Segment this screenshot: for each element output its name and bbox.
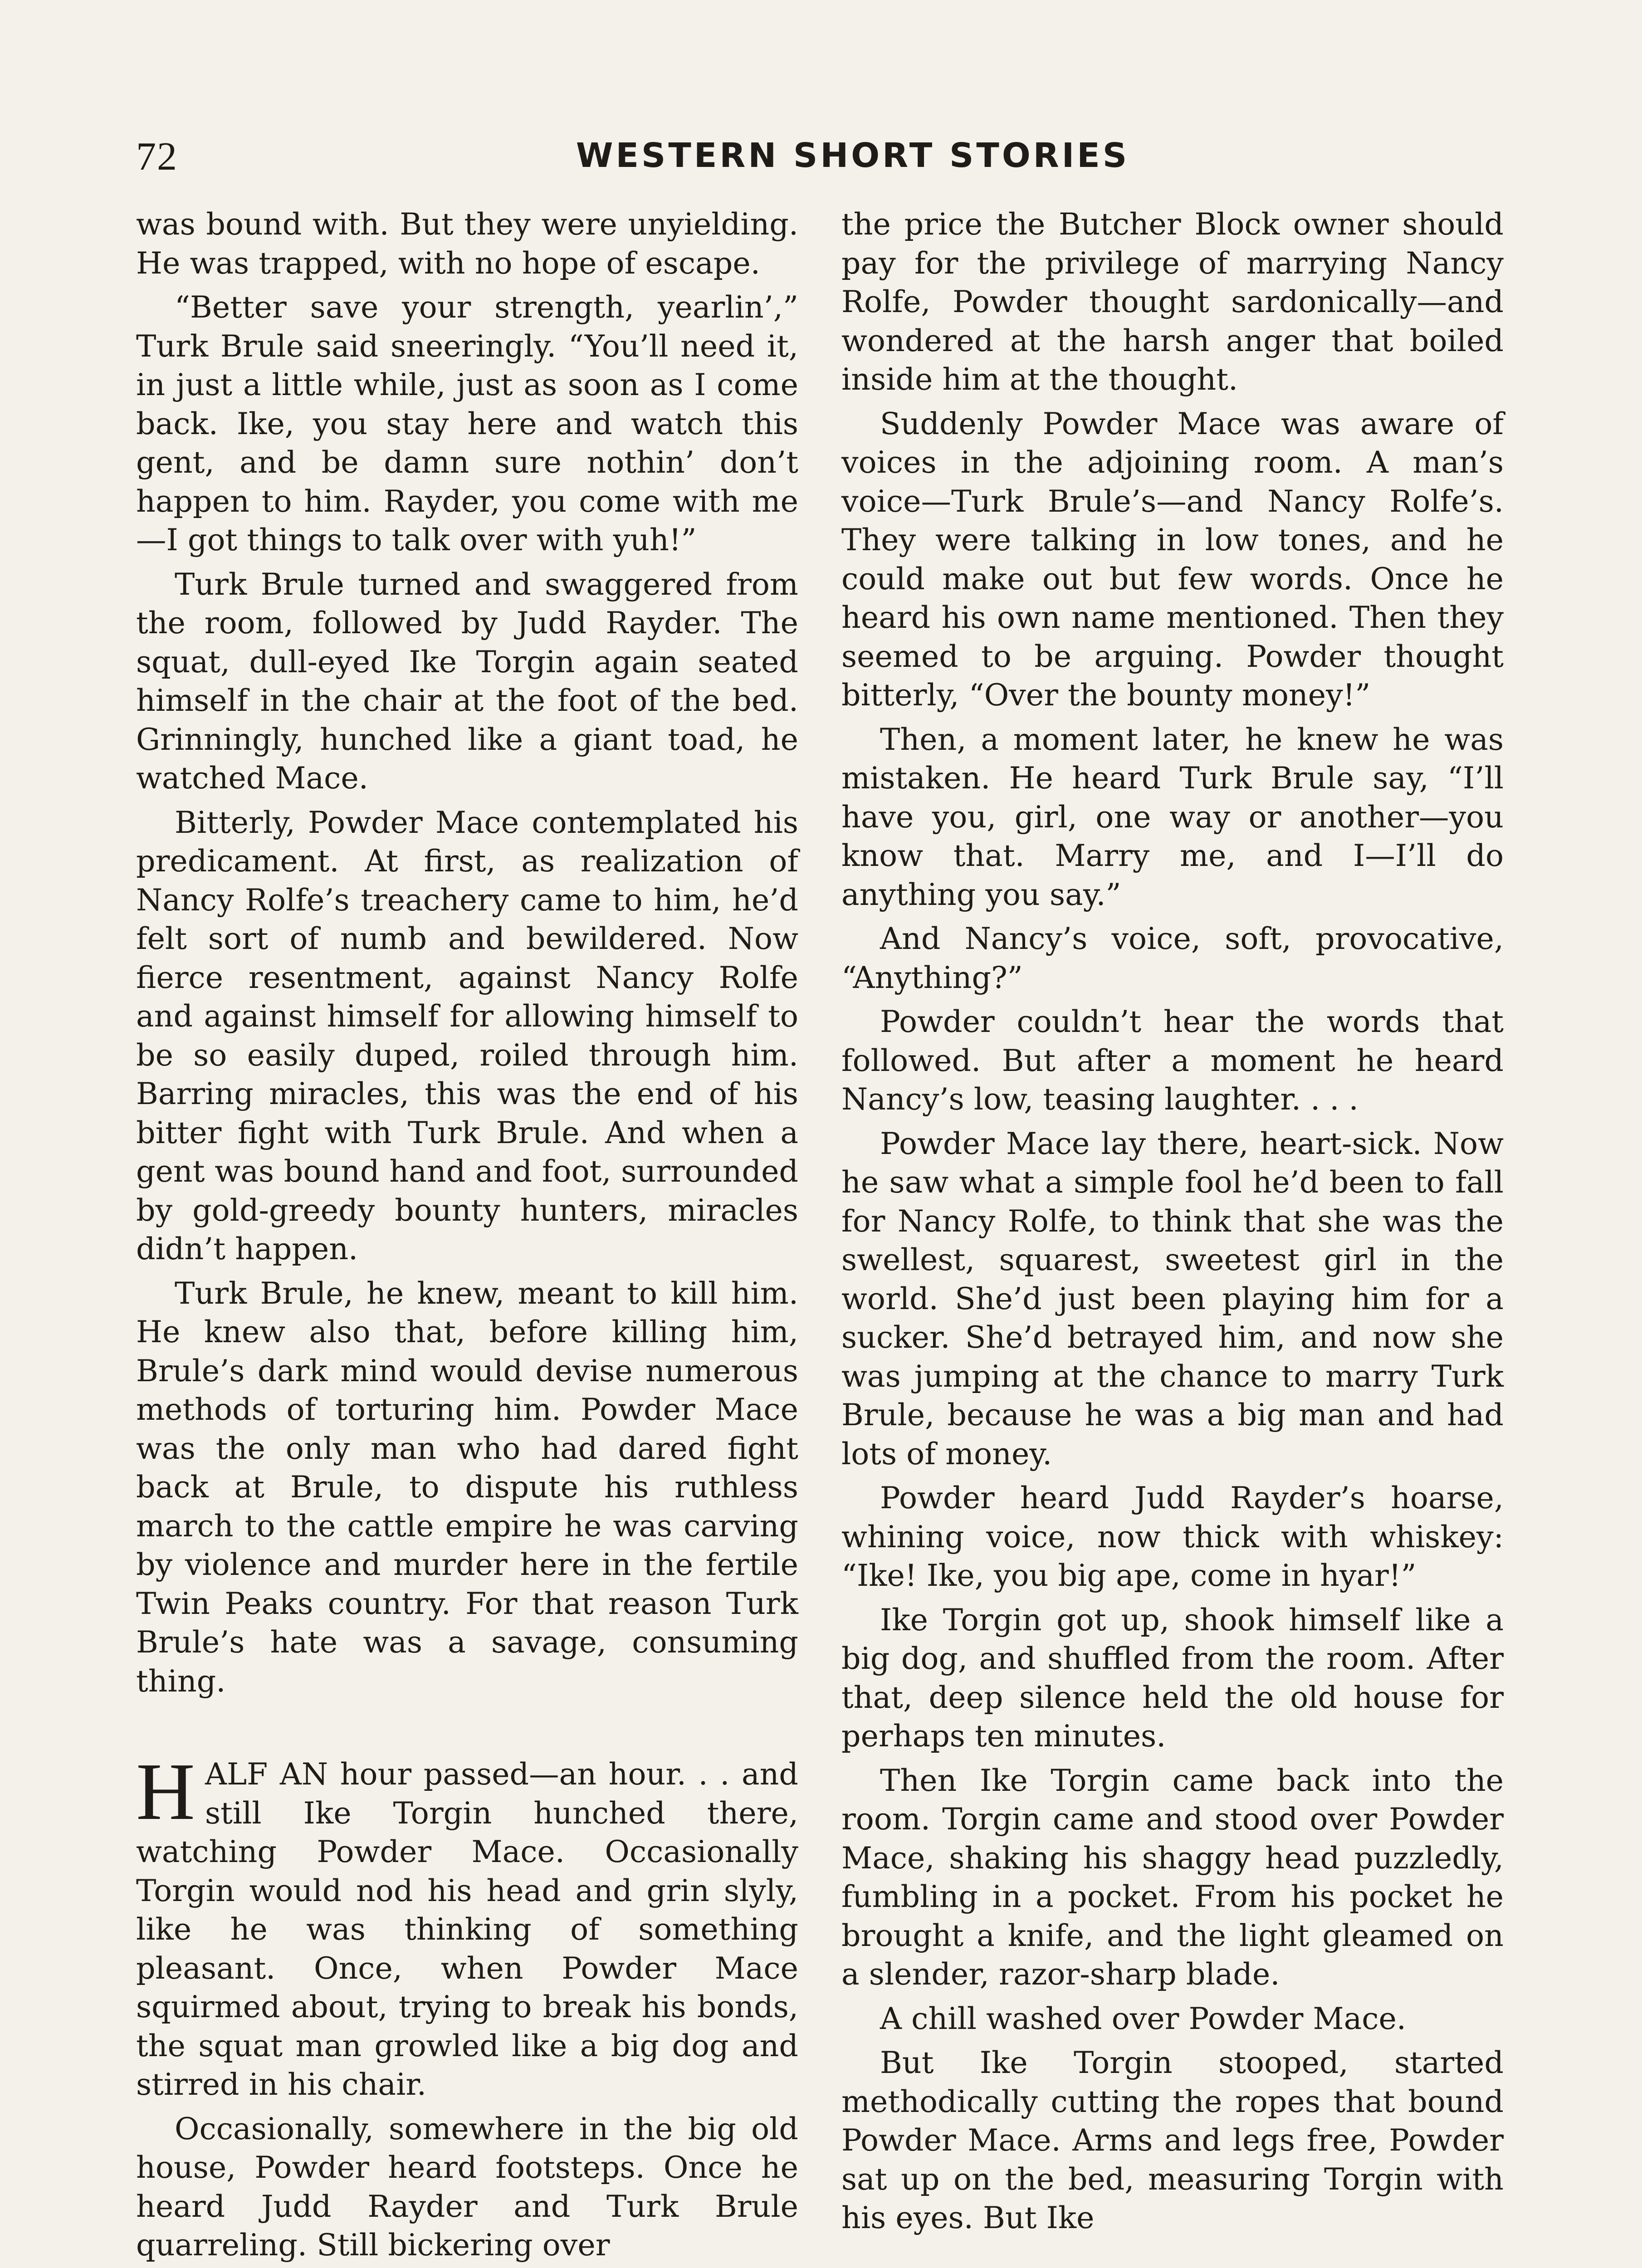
right-column xyxy=(841,205,1504,2243)
paragraph: Turk Brule, he knew, meant to kill him. He knew also that, before killing him, Brule’s dark mind would devise numerous methods of torturing him. Powder Mace was the only man who had dared fight back at Brule, to dispute his ruthless march to the cattle empire he was carving by violence and murder here in the fertile Twin Peaks country. For that reason Turk Brule’s hate was a savage, consuming thing. xyxy=(136,1275,798,1699)
paragraph: Powder Mace lay there, heart-sick. Now he saw what a simple fool he’d been to fall for Nancy Rolfe, to think that she was the swellest, squarest, sweetest girl in the world. She’d just been playing him for a sucker. She’d betrayed him, and now she was jumping at the chance to marry Turk Brule, because he was a big man and had lots of money. xyxy=(841,1125,1504,1471)
paragraph-text: ALF AN hour passed—an hour. . . and still Ike Torgin hunched there, watching Powder Mace. Occasionally Torgin would nod his head and grin slyly, like he was thinking of something pleasant. Once, when Powder Mace squirmed about, trying to break his bonds, the squat man growled like a big dog and stirred in his chair. xyxy=(136,1756,798,2102)
paragraph: Suddenly Powder Mace was aware of voices in the adjoining room. A man’s voice—Turk Brule’s—and Nancy Rolfe’s. They were talking in low tones, and he could make out but few words. Once he heard his own name mentioned. Then they seemed to be arguing. Powder thought bitterly, “Over the bounty money!” xyxy=(841,406,1504,713)
paragraph: Bitterly, Powder Mace contemplated his predicament. At first, as realization of Nancy Rolfe’s treachery came to him, he’d felt sort of numb and bewildered. Now fierce resentment, against Nancy Rolfe and against himself for allowing himself to be so easily duped, roiled through him. Barring miracles, this was the end of his bitter fight with Turk Brule. And when a gent was bound hand and foot, surrounded by gold-greedy bounty hunters, miracles didn’t happen. xyxy=(136,804,798,1266)
drop-cap: H xyxy=(136,1746,195,1837)
paragraph: Occasionally, somewhere in the big old house, Powder heard footsteps. Once he heard Judd Rayder and Turk Brule quarreling. Still bickering over xyxy=(136,2111,798,2263)
paragraph: Ike Torgin got up, shook himself like a big dog, and shuffled from the room. After that, deep silence held the old house for perhaps ten minutes. xyxy=(841,1602,1504,1754)
paragraph: And Nancy’s voice, soft, provocative, “Anything?” xyxy=(841,921,1504,995)
paragraph: Then Ike Torgin came back into the room. Torgin came and stood over Powder Mace, shaking his shaggy head puzzledly, fumbling in a pocket. From his pocket he brought a knife, and the light gleamed on a slender, razor-sharp blade. xyxy=(841,1762,1504,1992)
running-head: WESTERN SHORT STORIES xyxy=(576,136,1130,175)
paragraph: But Ike Torgin stooped, started methodically cutting the ropes that bound Powder Mace. Arms and legs free, Powder sat up on the bed, measuring Torgin with his eyes. But Ike xyxy=(841,2045,1504,2235)
paragraph: was bound with. But they were unyielding. He was trapped, with no hope of escape. xyxy=(136,206,798,281)
paragraph: Powder couldn’t hear the words that followed. But after a moment he heard Nancy’s low, teasing laughter. . . . xyxy=(841,1004,1504,1117)
paragraph: the price the Butcher Block owner should pay for the privilege of marrying Nancy Rolfe, Powder thought sardonically—and wondered at the harsh anger that boiled inside him at the thought. xyxy=(841,206,1504,397)
page-number: 72 xyxy=(136,135,178,179)
paragraph: Turk Brule turned and swaggered from the room, followed by Judd Rayder. The squat, dull-eyed Ike Torgin again seated himself in the chair at the foot of the bed. Grinningly, hunched like a giant toad, he watched Mace. xyxy=(136,566,798,796)
left-column xyxy=(136,205,798,2268)
paragraph: A chill washed over Powder Mace. xyxy=(880,2000,1406,2036)
paragraph: “Better save your strength, yearlin’,” Turk Brule said sneeringly. “You’ll need it, in just a little while, just as soon as I come back. Ike, you stay here and watch this gent, and be damn sure nothin’ don’t happen to him. Rayder, you come with me—I got things to talk over with yuh!” xyxy=(136,289,798,557)
paragraph: Then, a moment later, he knew he was mistaken. He heard Turk Brule say, “I’ll have you, girl, one way or another—you know that. Marry me, and I—I’ll do anything you say.” xyxy=(841,721,1504,912)
section-paragraph xyxy=(136,1746,798,2104)
paragraph: Powder heard Judd Rayder’s hoarse, whining voice, now thick with whiskey: “Ike! Ike, you big ape, come in hyar!” xyxy=(841,1480,1504,1593)
